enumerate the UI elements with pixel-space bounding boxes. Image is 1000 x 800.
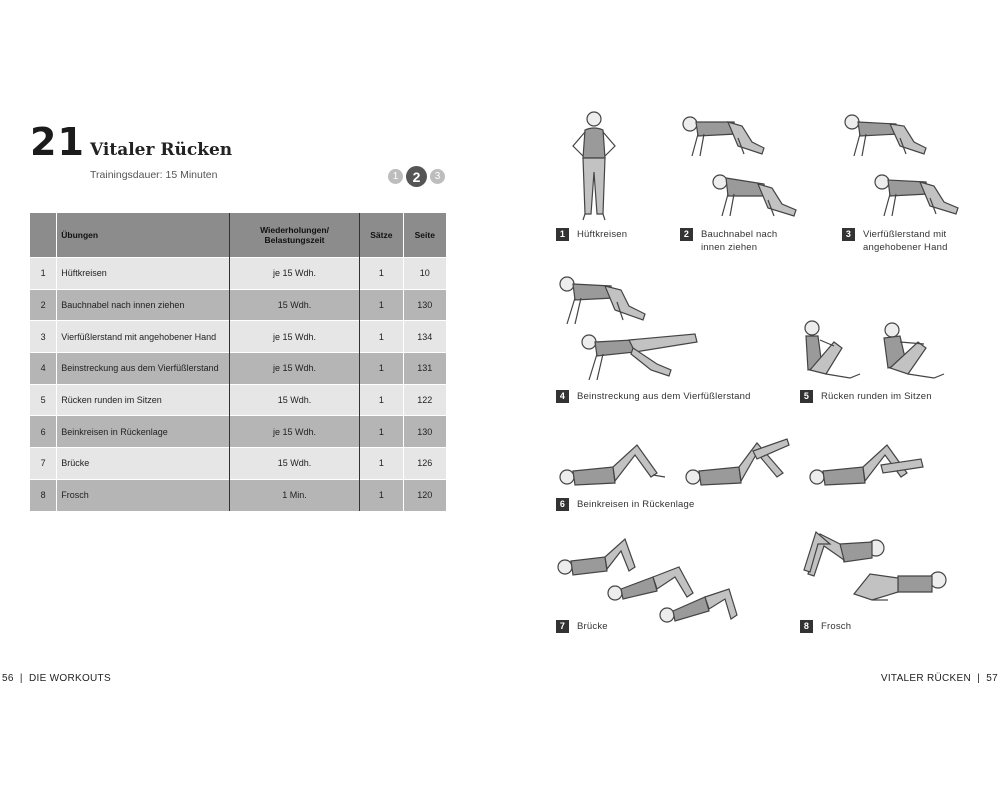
caption-label: Hüftkreisen: [577, 229, 628, 240]
row-num: 1: [30, 258, 57, 290]
header-reps: Wiederholungen/ Belastungszeit: [229, 213, 359, 258]
row-sets: 1: [360, 384, 403, 416]
header-exercise: Übungen: [57, 213, 230, 258]
table-row: [30, 416, 446, 448]
caption-label: Brücke: [577, 621, 608, 632]
caption-4: [556, 390, 751, 403]
row-sets: 1: [360, 321, 403, 353]
footer-left-section: DIE WORKOUTS: [28, 673, 111, 684]
caption-7: [556, 620, 608, 633]
row-reps: je 15 Wdh.: [229, 353, 359, 385]
row-page: 134: [403, 321, 446, 353]
caption-number: 5: [800, 390, 813, 403]
row-num: 7: [30, 448, 57, 480]
row-num: 6: [30, 416, 57, 448]
caption-number: 6: [556, 498, 569, 511]
caption-label: Beinkreisen in Rückenlage: [577, 499, 695, 510]
table-row: [30, 321, 446, 353]
workout-duration: Trainingsdauer: 15 Minuten: [90, 169, 218, 181]
caption-5: [800, 390, 932, 403]
row-reps: 15 Wdh.: [229, 448, 359, 480]
illustration-leg-extension: [555, 272, 705, 387]
row-reps: 15 Wdh.: [229, 384, 359, 416]
illustration-leg-circles-supine: [557, 435, 927, 495]
footer-right-section: VITALER RÜCKEN: [880, 673, 972, 684]
illustration-frog: [800, 530, 950, 615]
workout-title: Vitaler Rücken: [90, 140, 233, 160]
header-page: Seite: [403, 213, 446, 258]
row-exercise: Beinstreckung aus dem Vierfüßlerstand: [57, 353, 230, 385]
row-exercise: Rücken runden im Sitzen: [57, 384, 230, 416]
illustration-round-back-seated: [800, 318, 970, 388]
table-row: [30, 353, 446, 385]
row-exercise: Brücke: [57, 448, 230, 480]
footer-right: [881, 673, 998, 684]
row-num: 5: [30, 384, 57, 416]
caption-label: Beinstreckung aus dem Vierfüßlerstand: [577, 391, 751, 402]
row-num: 3: [30, 321, 57, 353]
level-2-badge: 2: [406, 166, 427, 187]
illustration-hip-circles: [565, 110, 625, 225]
table-row: [30, 384, 446, 416]
row-exercise: Bauchnabel nach innen ziehen: [57, 289, 230, 321]
caption-8: [800, 620, 851, 633]
workout-number: 21: [30, 120, 85, 164]
header-sets: Sätze: [360, 213, 403, 258]
row-page: 120: [403, 479, 446, 510]
caption-label: Bauchnabel nach innen ziehen: [701, 229, 778, 253]
row-page: 122: [403, 384, 446, 416]
row-num: 4: [30, 353, 57, 385]
row-sets: 1: [360, 479, 403, 510]
exercise-table: [30, 213, 446, 511]
caption-number: 3: [842, 228, 855, 241]
row-num: 2: [30, 289, 57, 321]
caption-number: 2: [680, 228, 693, 241]
row-reps: je 15 Wdh.: [229, 258, 359, 290]
table-header-row: [30, 213, 446, 258]
level-indicator: [388, 166, 445, 187]
table-row: [30, 289, 446, 321]
row-page: 130: [403, 416, 446, 448]
row-sets: 1: [360, 289, 403, 321]
table-row: [30, 258, 446, 290]
level-1-badge: 1: [388, 169, 403, 184]
header-num: [30, 213, 57, 258]
row-sets: 1: [360, 448, 403, 480]
row-sets: 1: [360, 353, 403, 385]
caption-2: [680, 228, 796, 254]
illustration-quadruped-raised-hand: [840, 112, 970, 222]
footer-separator: |: [19, 673, 23, 684]
row-sets: 1: [360, 258, 403, 290]
table-row: [30, 479, 446, 510]
row-reps: je 15 Wdh.: [229, 416, 359, 448]
caption-label: Frosch: [821, 621, 852, 632]
row-reps: 1 Min.: [229, 479, 359, 510]
row-reps: 15 Wdh.: [229, 289, 359, 321]
level-3-badge: 3: [430, 169, 445, 184]
row-page: 10: [403, 258, 446, 290]
row-exercise: Hüftkreisen: [57, 258, 230, 290]
caption-label: Rücken runden im Sitzen: [821, 391, 932, 402]
row-page: 131: [403, 353, 446, 385]
row-sets: 1: [360, 416, 403, 448]
row-exercise: Vierfüßlerstand mit angehobener Hand: [57, 321, 230, 353]
footer-separator: |: [977, 673, 981, 684]
row-reps: je 15 Wdh.: [229, 321, 359, 353]
caption-number: 4: [556, 390, 569, 403]
illustration-bridge: [555, 535, 755, 625]
footer-right-page-number: 57: [986, 673, 998, 684]
illustration-belly-button-in: [678, 112, 808, 222]
caption-number: 8: [800, 620, 813, 633]
row-num: 8: [30, 479, 57, 510]
caption-1: [556, 228, 627, 241]
caption-6: [556, 498, 694, 511]
table-row: [30, 448, 446, 480]
row-page: 130: [403, 289, 446, 321]
caption-number: 7: [556, 620, 569, 633]
caption-number: 1: [556, 228, 569, 241]
caption-3: [842, 228, 973, 254]
footer-left: [2, 673, 111, 684]
row-exercise: Beinkreisen in Rückenlage: [57, 416, 230, 448]
row-page: 126: [403, 448, 446, 480]
caption-label: Vierfüßlerstand mit angehobener Hand: [863, 229, 948, 253]
footer-left-page-number: 56: [2, 673, 14, 684]
row-exercise: Frosch: [57, 479, 230, 510]
